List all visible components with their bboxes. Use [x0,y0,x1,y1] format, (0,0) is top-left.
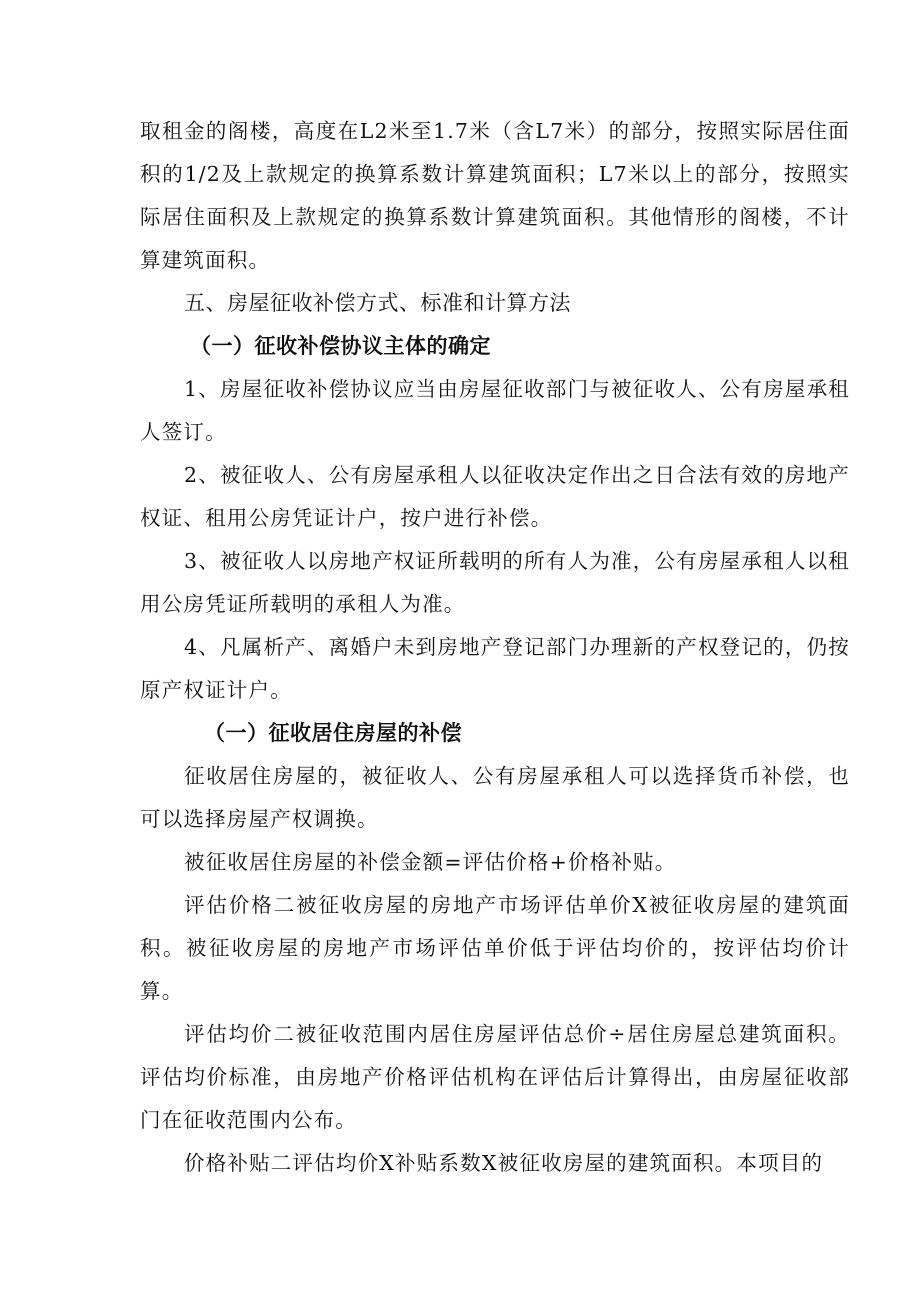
paragraph-item-1: 1、房屋征收补偿协议应当由房屋征收部门与被征收人、公有房屋承租人签订。 [140,377,850,444]
paragraph-assessed-price: 评估价格二被征收房屋的房地产市场评估单价X被征收房屋的建筑面积。被征收房屋的房地产市场评估单价低于评估均价的，按评估均价计算。 [140,893,850,1003]
paragraph-price-subsidy: 价格补贴二评估均价X补贴系数X被征收房屋的建筑面积。本项目的 [184,1151,824,1175]
section-heading-compensation: 五、房屋征收补偿方式、标准和计算方法 [184,291,571,315]
paragraph-item-4: 4、凡属析产、离婚户未到房地产登记部门办理新的产权登记的，仍按原产权证计户。 [140,635,850,702]
paragraph-residential-options: 征收居住房屋的，被征收人、公有房屋承租人可以选择货币补偿，也可以选择房屋产权调换。 [140,764,850,831]
paragraph-attic-area: 取租金的阁楼，高度在L2米至1.7米（含L7米）的部分，按照实际居住面积的1/2及上款规定的换算系数计算建筑面积；L7米以上的部分，按照实际居住面积及上款规定的换算系数计算建筑面积。其他情形的阁楼，不计算建筑面积。 [140,119,850,272]
subsection-heading-agreement-parties: （一）征收补偿协议主体的确定 [190,334,491,358]
paragraph-item-3: 3、被征收人以房地产权证所载明的所有人为准，公有房屋承租人以租用公房凭证所载明的承租人为准。 [140,549,850,616]
paragraph-average-price: 评估均价二被征收范围内居住房屋评估总价÷居住房屋总建筑面积。评估均价标准，由房地产价格评估机构在评估后计算得出，由房屋征收部门在征收范围内公布。 [140,1022,850,1132]
subsection-heading-residential: （一）征收居住房屋的补偿 [204,721,462,745]
paragraph-compensation-formula: 被征收居住房屋的补偿金额=评估价格+价格补贴。 [184,850,677,874]
paragraph-item-2: 2、被征收人、公有房屋承租人以征收决定作出之日合法有效的房地产权证、租用公房凭证计户，按户进行补偿。 [140,463,850,530]
